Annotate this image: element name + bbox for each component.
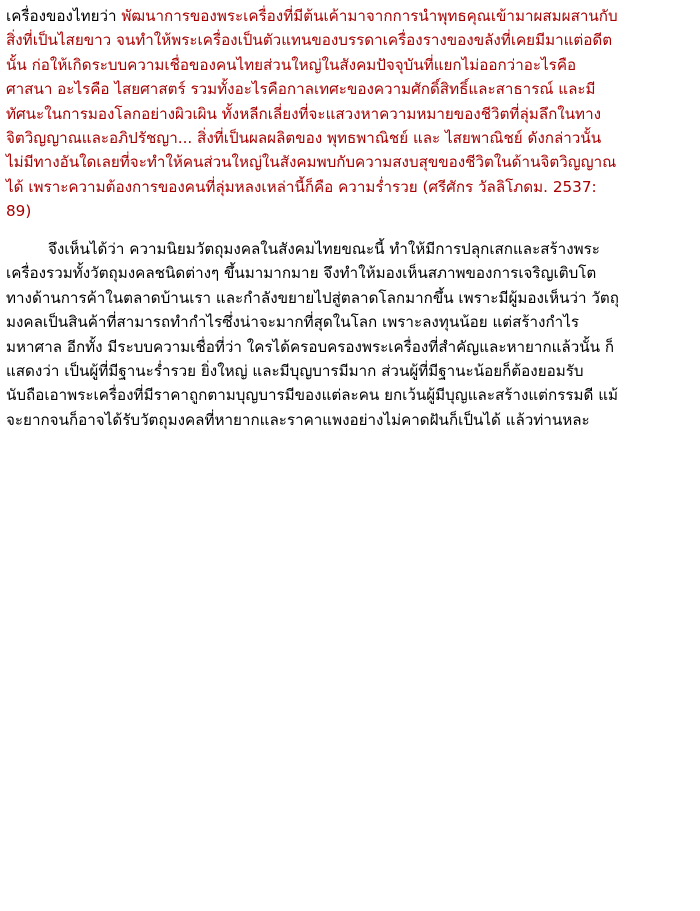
text-line: นับถือเอาพระเครื่องที่มีราคาถูกตามบุญบารมีของแต่ละคน ยกเว้นผู้มีบุญและสร้างแต่กรรมดี แม้ — [6, 386, 619, 405]
text-line — [6, 4, 696, 28]
text-line: แสดงว่า เป็นผู้ที่มีฐานะร่ำรวย ยิ่งใหญ่ และมีบุญบารมีมาก ส่วนผู้ที่มีฐานะน้อยก็ต้องยอมรับ — [6, 361, 584, 380]
text-line: มงคลเป็นสินค้าที่สามารถทำกำไรซึ่งน่าจะมากที่สุดในโลก เพราะลงทุนน้อย แต่สร้างกำไร — [6, 313, 579, 332]
quote-text-line: จิตวิญญาณและอภิปรัชญา... สิ่งที่เป็นผลผลิตของ พุทธพาณิชย์ และ ไสยพาณิชย์ ดังกล่าวนั้น — [6, 128, 602, 147]
quoted-paragraph — [6, 4, 696, 224]
body-paragraph — [6, 237, 696, 432]
text-line: เครื่องรวมทั้งวัตถุมงคลชนิดต่างๆ ขึ้นมามากมาย จึงทำให้มองเห็นสภาพของการเจริญเติบโต — [6, 264, 597, 283]
quote-text-line: 89) — [6, 202, 32, 221]
quote-text-line: ทัศนะในการมองโลกอย่างผิวเผิน ทั้งหลีกเลี่ยงที่จะแสวงหาความหมายของชีวิตที่ลุ่มลึกในทาง — [6, 104, 602, 123]
text-line: จึงเห็นได้ว่า ความนิยมวัตถุมงคลในสังคมไทยขณะนี้ ทำให้มีการปลุกเสกและสร้างพระ — [48, 240, 600, 258]
text-run: เครื่องของไทยว่า — [6, 7, 122, 25]
quote-text-line: ศาสนา อะไรคือ ไสยศาสตร์ รวมทั้งอะไรคือกาลเทศะของความศักดิ์สิทธิ์และสาธารณ์ และมี — [6, 80, 596, 99]
quote-text-line: สิ่งที่เป็นไสยขาว จนทำให้พระเครื่องเป็นตัวแทนของบรรดาเครื่องรางของขลังที่เคยมีมาแต่อดีต — [6, 31, 613, 50]
text-line: จะยากจนก็อาจได้รับวัตถุมงคลที่หายากและราคาแพงอย่างไม่คาดฝันก็เป็นได้ แล้วท่านหละ — [6, 410, 590, 429]
quote-text-line: นั้น ก่อให้เกิดระบบความเชื่อของคนไทยส่วนใหญ่ในสังคมปัจจุบันที่แยกไม่ออกว่าอะไรคือ — [6, 55, 577, 74]
quote-text-line: ได้ เพราะความต้องการของคนที่ลุ่มหลงเหล่านี้ก็คือ ความร่ำรวย (ศรีศักร วัลลิโภดม. 2537: — [6, 177, 597, 196]
quote-text-run: พัฒนาการของพระเครื่องที่มีต้นเค้ามาจากการนำพุทธคุณเข้ามาผสมผสานกับ — [121, 7, 618, 25]
text-line: มหาศาล อีกทั้ง มีระบบความเชื่อที่ว่า ใครได้ครอบครองพระเครื่องที่สำคัญและหายากแล้วนั้น ก็ — [6, 337, 615, 356]
text-line: ทางด้านการค้าในตลาดบ้านเรา และกำลังขยายไปสู่ตลาดโลกมากขึ้น เพราะมีผู้มองเห็นว่า วัตถุ — [6, 288, 619, 307]
quote-text-line: ไม่มีทางอันใดเลยที่จะทำให้คนส่วนใหญ่ในสังคมพบกับความสงบสุขของชีวิตในด้านจิตวิญญาณ — [6, 153, 617, 172]
